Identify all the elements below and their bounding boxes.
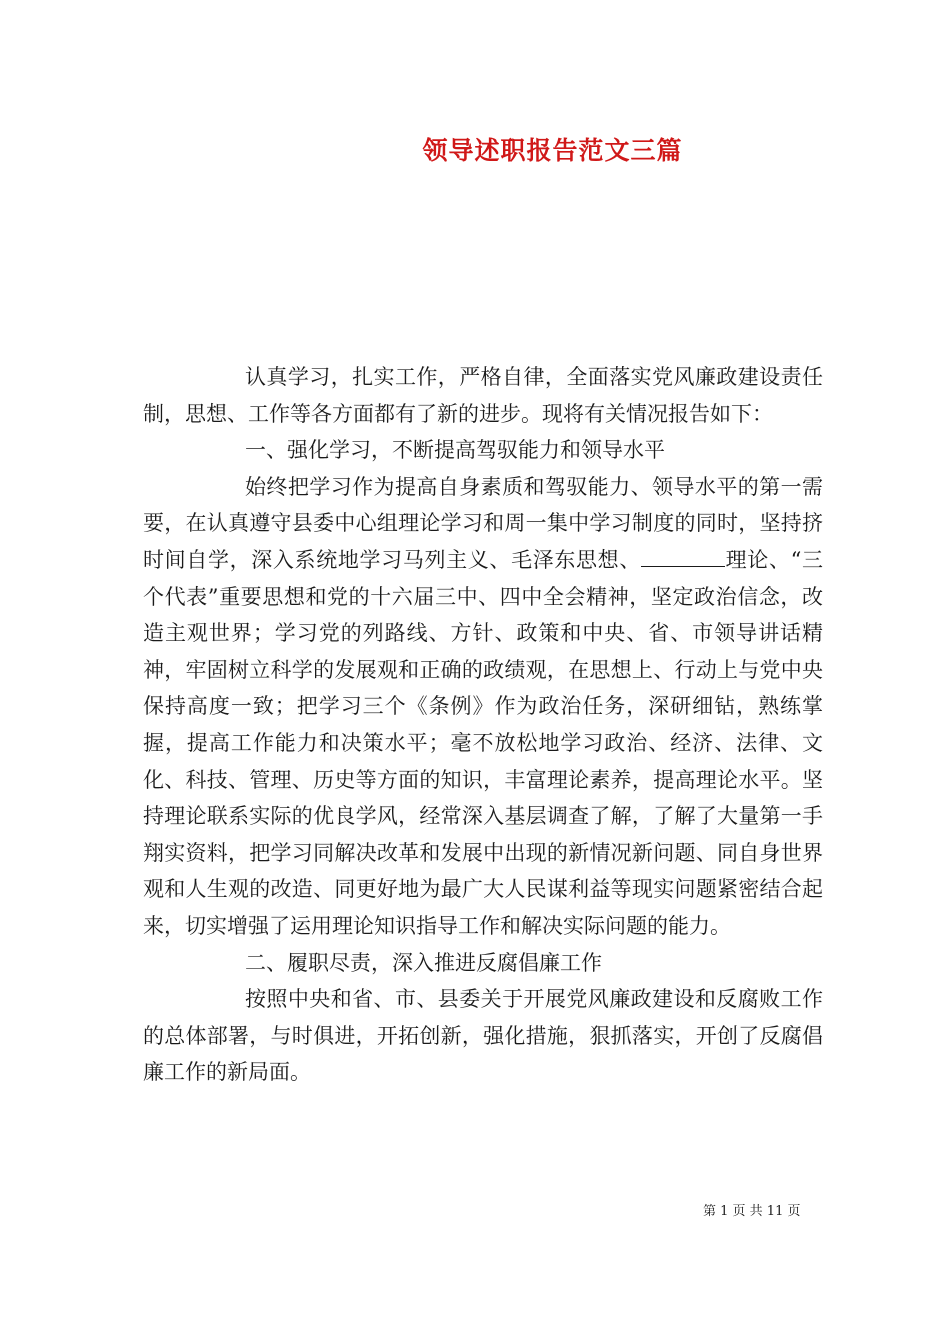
fill-in-blank-continued — [683, 545, 725, 567]
intro-paragraph: 认真学习，扎实工作，严格自律，全面落实党风廉政建设责任制，思想、工作等各方面都有了新的进步。现将有关情况报告如下： — [143, 365, 823, 426]
section-heading-1: 一、强化学习，不断提高驾驭能力和领导水平 — [245, 438, 665, 463]
study-paragraph — [143, 469, 823, 945]
document-title: 领导述职报告范文三篇 — [422, 136, 683, 165]
study-paragraph-part-2: 理论、“三个代表”重要思想和党的十六届三中、四中全会精神，坚定政治信念，改造主观世界；学习党的列路线、方针、政策和中央、省、市领导讲话精神，牢固树立科学的发展观和正确的政绩观，在思想上、行动上与党中央保持高度一致；把学习三个《条例》作为政治任务，深研细钻，熟练掌握，提高工作能力和决策水平；毫不放松地学习政治、经济、法律、文化、科技、管理、历史等方面的知识，丰富理论素养，提高理论水平。坚持理论联系实际的优良学风，经常深入基层调查了解，了解了大量第一手翔实资料，把学习同解决改革和发展中出现的新情况新问题、同自身世界观和人生观的改造、同更好地为最广大人民谋利益等现实问题紧密结合起来，切实增强了运用理论知识指导工作和解决实际问题的能力。 — [143, 547, 823, 938]
document-body — [143, 359, 823, 1091]
page-number-footer: 第 1 页 共 11 页 — [703, 1204, 801, 1219]
section-heading-2: 二、履职尽责，深入推进反腐倡廉工作 — [245, 950, 602, 975]
fill-in-blank — [641, 545, 683, 567]
study-paragraph-part-1: 始终把学习作为提高自身素质和驾驭能力、领导水平的第一需要，在认真遵守县委中心组理论学习和周一集中学习制度的同时，坚持挤时间自学，深入系统地学习马列主义、毛泽东思想、 — [143, 474, 823, 572]
anti-corruption-paragraph: 按照中央和省、市、县委关于开展党风廉政建设和反腐败工作的总体部署，与时俱进，开拓创新，强化措施，狠抓落实，开创了反腐倡廉工作的新局面。 — [143, 987, 823, 1085]
